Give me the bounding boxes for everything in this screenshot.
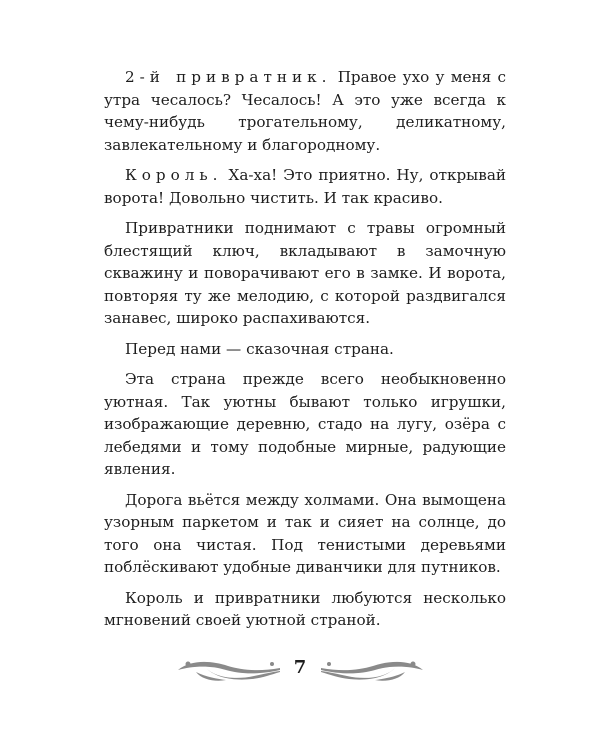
dialogue-line: Ха-ха! Это приятно. Ну, открывай ворота! Довольно чистить. И так красиво. — [104, 166, 506, 207]
page-footer — [0, 654, 600, 684]
paragraph-stage-direction: Король и привратники любуются несколько мгновений своей уютной страной. — [104, 588, 506, 629]
paragraph-stage-direction: Дорога вьётся между холмами. Она вымощена узорным паркетом и так и сияет на солнце, до того она чистая. Под тенистыми деревьями поблёскивают удобные диванчики для путников. — [104, 490, 506, 576]
speaker-name: Король. — [125, 166, 223, 184]
paragraph-stage-direction: Эта страна прежде всего необыкновенно уютная. Так уютны бывают только игрушки, изображающие деревню, стадо на лугу, озёра с лебедями и тому подобные мирные, радующие явления. — [104, 370, 506, 478]
text-body — [104, 66, 506, 640]
paragraph-dialogue-gatekeeper — [104, 66, 506, 156]
paragraph-stage-direction: Перед нами — сказочная страна. — [125, 339, 394, 358]
flourish-left-icon — [176, 656, 284, 682]
paragraph-stage-direction: Привратники поднимают с травы огромный блестящий ключ, вкладывают в замочную скважину и поворачивают его в замке. И ворота, повторяя ту же мелодию, с которой раздвигался занавес, широко распахиваются. — [104, 219, 506, 327]
speaker-name: 2-й привратник. — [125, 68, 332, 86]
page-number: 7 — [293, 657, 307, 678]
flourish-right-icon — [317, 656, 425, 682]
dialogue-line: Правое ухо у меня с утра чесалось? Чесалось! А это уже всегда к чему-нибудь трогательному, деликатному, завлекательному и благородному. — [104, 68, 506, 154]
paragraph-dialogue-king — [104, 164, 506, 209]
